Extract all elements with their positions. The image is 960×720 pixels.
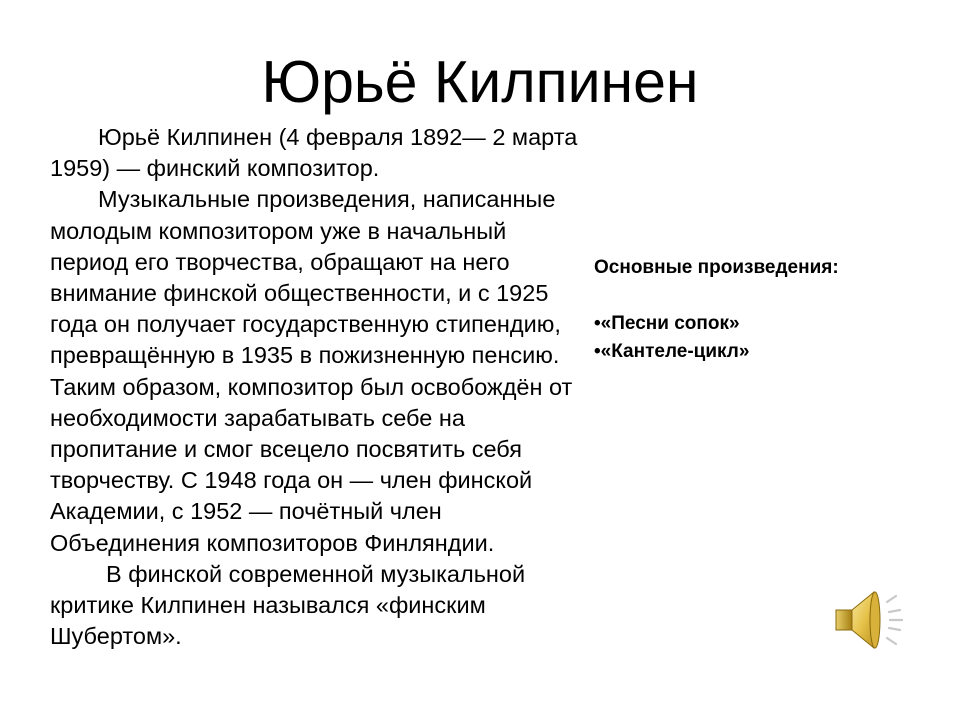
biography-paragraph: Музыкальные произведения, написанные молодым композитором уже в начальный период его творчества, обращают на него внимание финской общественности, и с 1925 года он получает государственную стипендию, превращённую в 1935 в пожизненную пенсию. Таким образом, композитор был освобождён от необходимости зарабатывать себе на пропитание и смог всецело посвятить себя творчеству. С 1948 года он — член финской Академии, с 1952 — почётный член Объединения композиторов Финляндии. — [50, 186, 573, 556]
biography-paragraph: Юрьё Килпинен (4 февраля 1892— 2 марта 1959) — финский композитор. — [50, 124, 578, 182]
slide-title: Юрьё Килпинен — [261, 49, 699, 115]
biography-text — [50, 122, 578, 652]
play-sound-button[interactable] — [830, 582, 906, 658]
main-works-heading: Основные произведения: — [594, 257, 839, 278]
main-works-list — [594, 310, 934, 366]
main-works-item: •«Песни сопок» — [594, 313, 740, 334]
speaker-sound-icon — [830, 582, 906, 658]
biography-paragraph: В финской современной музыкальной критике Килпинен назывался «финским Шубертом». — [50, 560, 526, 650]
main-works-panel — [594, 254, 934, 366]
main-works-item: •«Кантеле-цикл» — [594, 341, 750, 362]
